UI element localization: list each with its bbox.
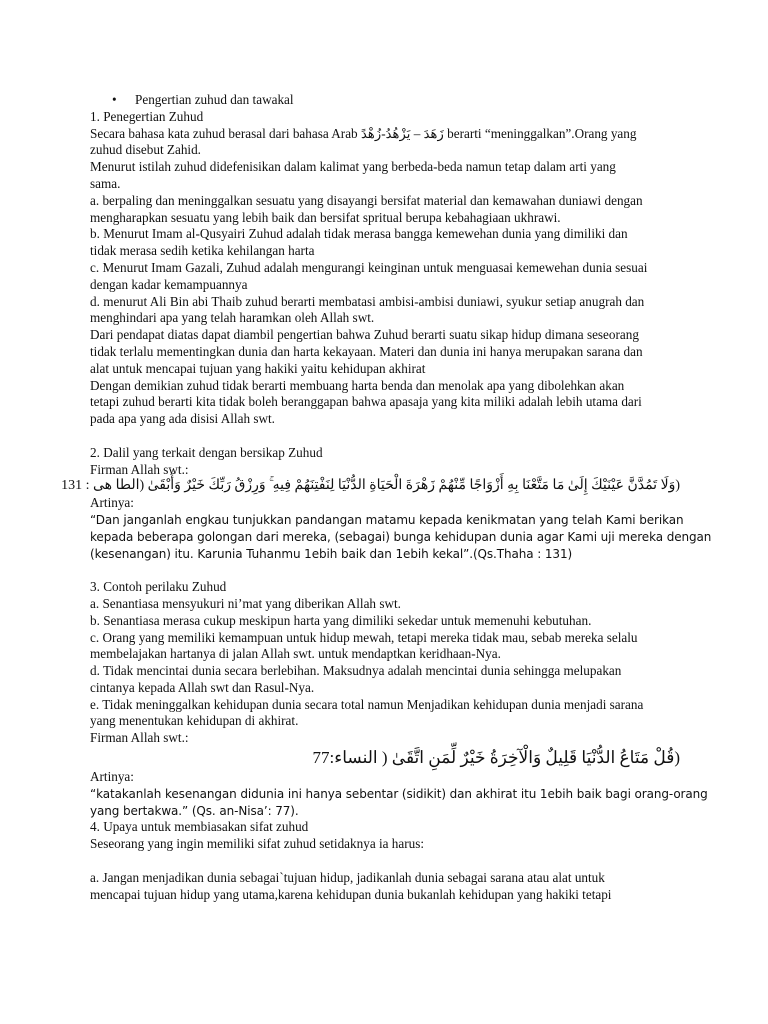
- s1-d-line1: d. menurut Ali Bin abi Thaib zuhud berarti membatasi ambisi-ambisi duniawi, syukur setiap anugrah dan: [90, 293, 645, 309]
- s1-c-line2: dengan kadar kemampuannya: [90, 276, 248, 292]
- s1-f-line2: tetapi zuhud berarti kita tidak boleh beranggapan bahwa apasaja yang kita miliki adalah lebih utama dari: [90, 394, 642, 410]
- s2-artinya: Artinya:: [90, 495, 134, 511]
- spacer: [90, 428, 680, 445]
- s3-title: 3. Contoh perilaku Zuhud: [90, 579, 227, 595]
- s1-title: 1. Penegertian Zuhud: [90, 108, 204, 124]
- s1-p1-pre: Secara bahasa kata zuhud berasal dari bahasa Arab: [90, 125, 361, 141]
- s2-quote-line3: (kesenangan) itu. Karunia Tuhanmu 1ebih baik dan 1ebih kekal”.(Qs.Thaha : 131): [90, 546, 573, 561]
- document-body: [61, 92, 712, 903]
- s1-a-line1: a. berpaling dan meninggalkan sesuatu yang disayangi bersifat material dan kemawahan duniawi dengan: [90, 192, 643, 208]
- s4-title: 4. Upaya untuk membiasakan sifat zuhud: [90, 819, 309, 835]
- s3-artinya: Artinya:: [90, 769, 134, 785]
- s1-p1-post: berarti “meninggalkan”.Orang yang: [443, 125, 637, 141]
- s1-p2-line1: Menurut istilah zuhud didefenisikan dalam kalimat yang berbeda-beda namun tetap dalam arti yang: [90, 159, 616, 175]
- s4-a-line1: a. Jangan menjadikan dunia sebagai`tujuan hidup, jadikanlah dunia sebagai sarana atau alat untuk: [90, 869, 605, 885]
- s2-title: 2. Dalil yang terkait dengan bersikap Zuhud: [90, 444, 323, 460]
- spacer: [90, 853, 680, 870]
- s1-p1-arabic: زَهَدَ – يَزْهُدُ-زُهْدً: [360, 125, 444, 141]
- s3-e-line2: yang menentukan kehidupan di akhirat.: [90, 713, 299, 729]
- s3-c-line2: membelajakan hartanya di jalan Allah swt. untuk mendaptkan keridhaan-Nya.: [90, 646, 501, 662]
- s2-arabic-verse: (وَلَا تَمُدَّنَّ عَيْنَيْكَ إِلَىٰ مَا مَتَّعْنَا بِهِ أَزْوَاجًا مِّنْهُمْ زَهْرَةَ الْحَيَاةِ الدُّنْيَا لِنَفْتِنَهُمْ فِيهِ ۚ وَرِزْقُ رَبِّكَ خَيْرٌ وَأَبْقَىٰ (الطا هى : 131: [61, 478, 680, 494]
- section-heading: [90, 92, 680, 109]
- s3-b: b. Senantiasa merasa cukup meskipun harta yang dimiliki sekedar untuk memenuhi kebutuhan.: [90, 612, 592, 628]
- s3-d-line1: d. Tidak mencintai dunia secara berlebihan. Maksudnya adalah mencintai dunia sehingga melupakan: [90, 663, 622, 679]
- s3-c-line1: c. Orang yang memiliki kemampuan untuk hidup mewah, tetapi mereka tidak mau, sebab mereka selalu: [90, 629, 638, 645]
- s1-e-line3: alat untuk mencapai tujuan yang hakiki yaitu kehidupan akhirat: [90, 360, 426, 376]
- heading-text: Pengertian zuhud dan tawakal: [135, 92, 294, 107]
- s3-arabic-verse: (قُلْ مَتَاعُ الدُّنْيَا قَلِيلٌ وَالْآخِرَةُ خَيْرٌ لِّمَنِ اتَّقَىٰ ( النساء:77: [312, 748, 680, 768]
- s3-a: a. Senantiasa mensyukuri ni’mat yang diberikan Allah swt.: [90, 595, 401, 611]
- s1-e-line1: Dari pendapat diatas dapat diambil pengertian bahwa Zuhud berarti suatu sikap hidup dimana seseorang: [90, 327, 639, 343]
- s2-quote-line2: kepada beberapa golongan dari mereka, (sebagai) bunga kehidupan dunia agar Kami uji mereka dengan: [90, 529, 712, 544]
- s3-firman: Firman Allah swt.:: [90, 730, 189, 746]
- s1-a-line2: mengharapkan sesuatu yang lebih baik dan bersifat spritual berupa kebahagiaan ukhrawi.: [90, 209, 561, 225]
- s3-quote-line1: “katakanlah kesenangan didunia ini hanya sebentar (sidikit) dan akhirat itu 1ebih baik bagi orang-orang: [90, 786, 708, 801]
- s3-e-line1: e. Tidak meninggalkan kehidupan dunia secara total namun Menjadikan kehidupan dunia menjadi sarana: [90, 696, 644, 712]
- s4-a-line2: mencapai tujuan hidup yang utama,karena kehidupan dunia bukanlah kehidupan yang hakiki tetapi: [90, 886, 612, 902]
- s1-d-line2: menghindari apa yang telah haramkan oleh Allah swt.: [90, 310, 375, 326]
- spacer: [90, 562, 680, 579]
- s1-f-line3: pada apa yang ada disisi Allah swt.: [90, 411, 275, 427]
- bullet-icon: •: [112, 92, 117, 107]
- s1-b-line2: tidak merasa sedih ketika kehilangan harta: [90, 243, 315, 259]
- s1-p1-line1: [90, 126, 680, 143]
- s2-firman: Firman Allah swt.:: [90, 461, 189, 477]
- s1-f-line1: Dengan demikian zuhud tidak berarti membuang harta benda dan menolak apa yang dibolehkan akan: [90, 377, 625, 393]
- s3-d-line2: cintanya kepada Allah swt dan Rasul-Nya.: [90, 679, 315, 695]
- s1-b-line1: b. Menurut Imam al-Qusyairi Zuhud adalah tidak merasa bangga kemewehan dunia yang dimiliki dan: [90, 226, 628, 242]
- s3-quote-line2: yang bertakwa.” (Qs. an-Nisa’: 77).: [90, 803, 299, 818]
- s2-quote-line1: “Dan janganlah engkau tunjukkan pandangan matamu kepada kenikmatan yang telah Kami berikan: [90, 512, 684, 527]
- s1-e-line2: tidak terlalu mementingkan dunia dan harta kekayaan. Materi dan dunia ini hanya merupakan sarana dan: [90, 343, 643, 359]
- s1-c-line1: c. Menurut Imam Gazali, Zuhud adalah mengurangi keinginan untuk menguasai kemewehan dunia sesuai: [90, 259, 648, 275]
- s1-p1-line2: zuhud disebut Zahid.: [90, 142, 201, 158]
- s1-p2-line2: sama.: [90, 175, 121, 191]
- s4-intro: Seseorang yang ingin memiliki sifat zuhud setidaknya ia harus:: [90, 836, 425, 852]
